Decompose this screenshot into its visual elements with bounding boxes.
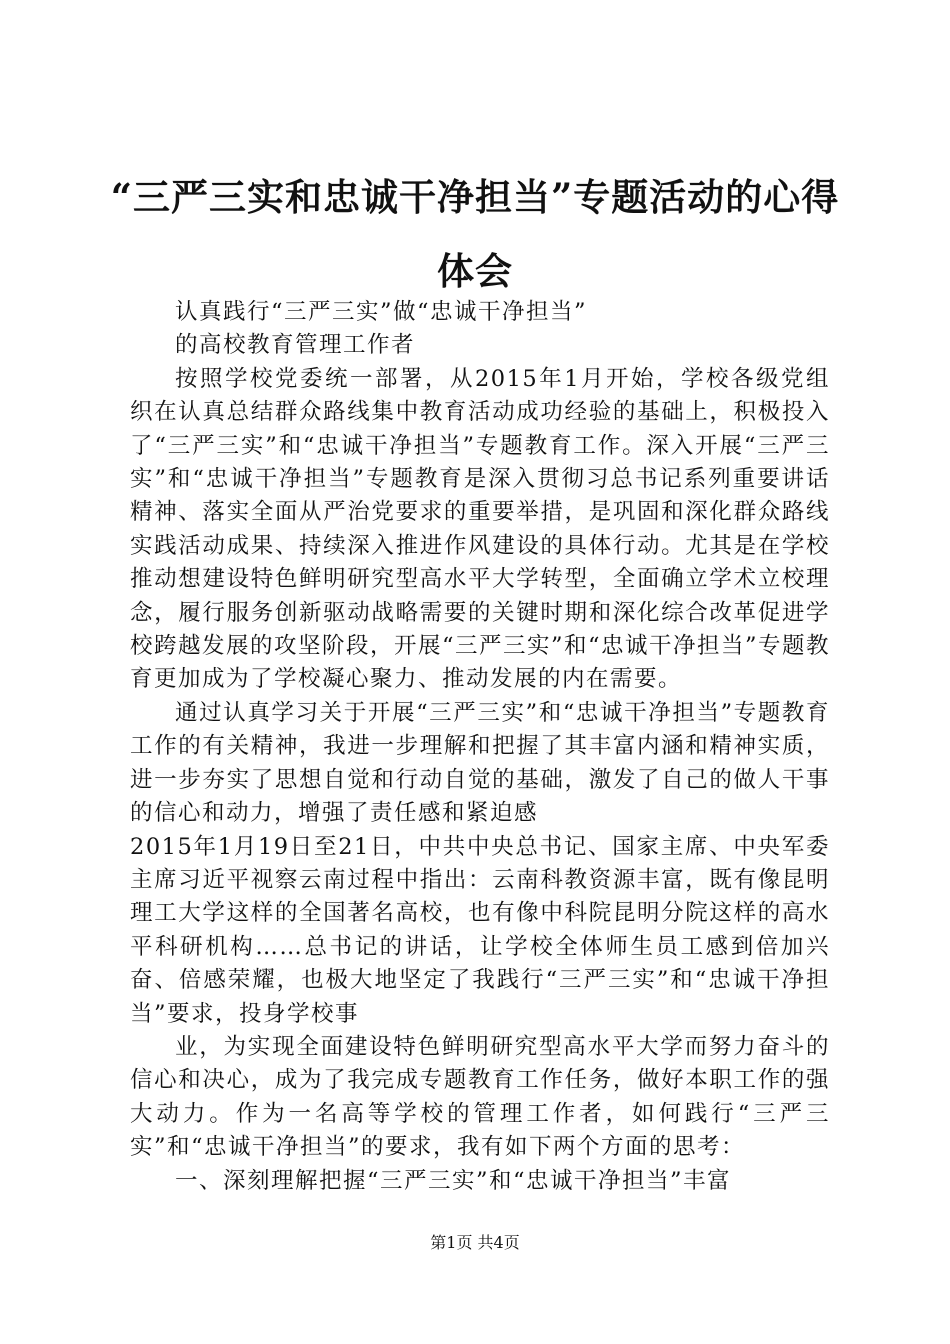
paragraph-3: 2015年1月19日至21日，中共中央总书记、国家主席、中央军委主席习近平视察云南过程中指出：云南科教资源丰富，既有像昆明理工大学这样的全国著名高校，也有像中科院昆明分院这样的高水平科研机构……总书记的讲话，让学校全体师生员工感到倍加兴奋、倍感荣耀，也极大地坚定了我践行“三严三实”和“忠诚干净担当”要求，投身学校事 (130, 833, 830, 1027)
section-heading: 一、深刻理解把握“三严三实”和“忠诚干净担当”丰富 (175, 1167, 732, 1194)
paragraph-4: 业，为实现全面建设特色鲜明研究型高水平大学而努力奋斗的信心和决心，成为了我完成专题教育工作任务，做好本职工作的强大动力。作为一名高等学校的管理工作者，如何践行“三严三实”和“忠诚干净担当”的要求，我有如下两个方面的思考： (130, 1033, 830, 1161)
subtitle-line-2: 的高校教育管理工作者 (175, 332, 416, 359)
paragraph-2: 通过认真学习关于开展“三严三实”和“忠诚干净担当”专题教育工作的有关精神，我进一步理解和把握了其丰富内涵和精神实质，进一步夯实了思想自觉和行动自觉的基础，激发了自己的做人干事的信心和动力，增强了责任感和紧迫感 (130, 699, 830, 827)
page-footer: 第1页 共4页 (430, 1233, 520, 1252)
paragraph-1: 按照学校党委统一部署，从2015年1月开始，学校各级党组织在认真总结群众路线集中教育活动成功经验的基础上，积极投入了“三严三实”和“忠诚干净担当”专题教育工作。深入开展“三严三实”和“忠诚干净担当”专题教育是深入贯彻习总书记系列重要讲话精神、落实全面从严治党要求的重要举措，是巩固和深化群众路线实践活动成果、持续深入推进作风建设的具体行动。尤其是在学校推动想建设特色鲜明研究型高水平大学转型，全面确立学术立校理念，履行服务创新驱动战略需要的关键时期和深化综合改革促进学校跨越发展的攻坚阶段，开展“三严三实”和“忠诚干净担当”专题教育更加成为了学校凝心聚力、推动发展的内在需要。 (130, 365, 831, 693)
subtitle-line-1: 认真践行“三严三实”做“忠诚干净担当” (175, 299, 588, 325)
document-body (130, 296, 830, 1198)
document-title: “三严三实和忠诚干净担当”专题活动的心得体会 (110, 175, 840, 293)
